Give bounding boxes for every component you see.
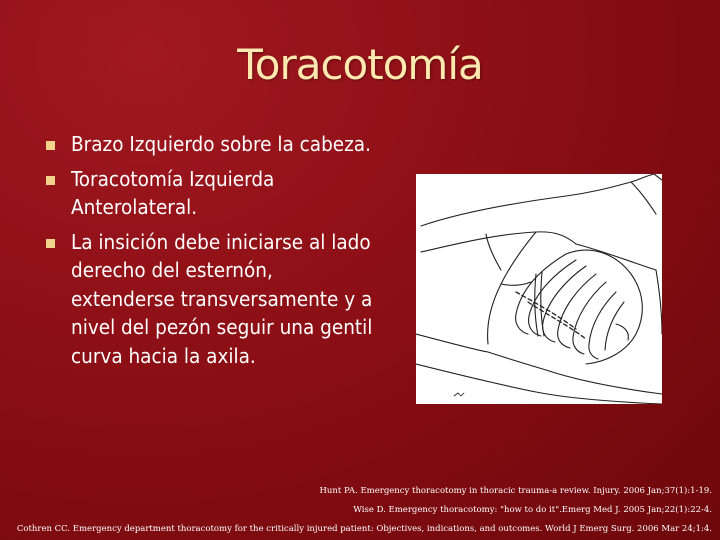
bullet-text: Brazo Izquierdo sobre la cabeza. <box>71 132 371 156</box>
bullet-text: La insición debe iniciarse al lado derecho del esternón, extenderse transversamente y a nivel del pezón seguir una gentil curva hacia la axila. <box>71 229 373 368</box>
square-bullet-icon <box>46 141 55 150</box>
bullet-list <box>44 130 374 376</box>
bullet-item <box>44 165 374 222</box>
thoracotomy-illustration <box>416 174 662 404</box>
bullet-item <box>44 228 374 371</box>
square-bullet-icon <box>46 176 55 185</box>
square-bullet-icon <box>46 239 55 248</box>
reference-wise: Wise D. Emergency thoracotomy: "how to do it".Emerg Med J. 2005 Jan;22(1):22-4. <box>353 505 712 515</box>
slide-title: Toracotomía <box>237 40 483 89</box>
bullet-item <box>44 130 374 159</box>
thoracotomy-drawing-icon <box>416 174 662 404</box>
reference-cothren: Cothren CC. Emergency department thoracotomy for the critically injured patient: Objectives, indications, and outcomes. World J Emerg Surg. 2006 Mar 24;1:4. <box>16 524 712 534</box>
bullet-text: Toracotomía Izquierda Anterolateral. <box>71 166 275 219</box>
reference-hunt: Hunt PA. Emergency thoracotomy in thoracic trauma-a review. Injury. 2006 Jan;37(1):1-19. <box>319 486 712 496</box>
